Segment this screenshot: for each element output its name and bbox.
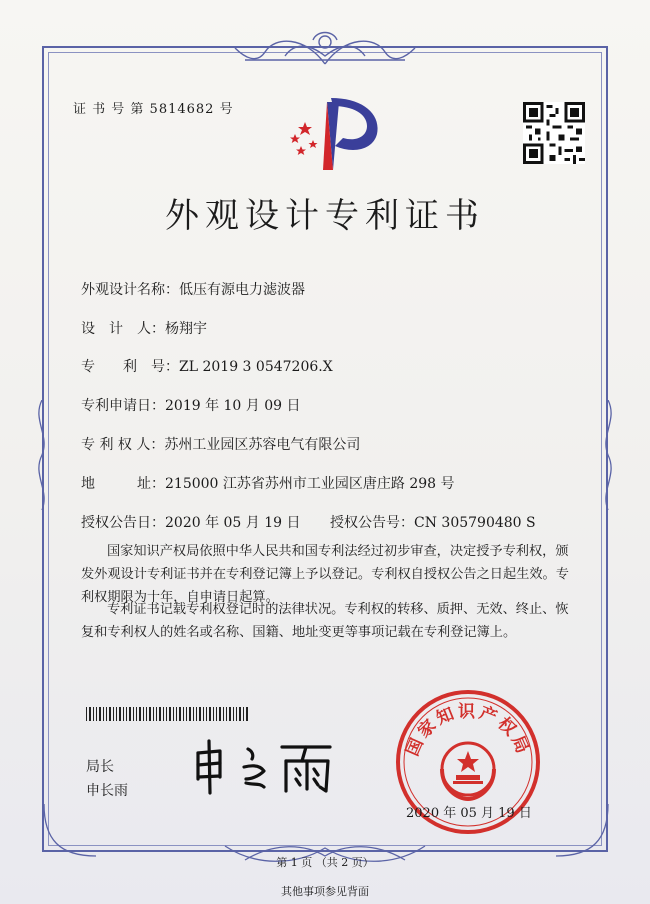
qr-code-icon xyxy=(523,102,585,164)
seal-date: 2020 年 05 月 19 日 xyxy=(406,806,532,821)
grant-date-row xyxy=(81,512,301,532)
certificate-number-value: 5814682 xyxy=(149,102,215,117)
design-name-label: 外观设计名称： xyxy=(81,282,179,298)
left-ornament xyxy=(30,400,52,510)
certificate-title: 外观设计专利证书 xyxy=(165,196,485,236)
signatory-name: 申长雨 xyxy=(86,783,128,799)
corner-ornament-bl xyxy=(40,800,100,860)
certificate-number xyxy=(73,98,234,117)
grant-date-label: 授权公告日： xyxy=(81,515,165,531)
patentee-value: 苏州工业园区苏容电气有限公司 xyxy=(164,437,361,453)
designer-value: 杨翔宇 xyxy=(165,321,207,337)
body-paragraph-1: 国家知识产权局依照中华人民共和国专利法经过初步审查，决定授予专利权，颁发外观设计专利证书并在专利登记簿上予以登记。专利权自授权公告之日起生效。专利权期限为十年，自申请日起算。 xyxy=(81,544,569,605)
certificate-number-suffix: 号 xyxy=(219,102,234,117)
patentee-row xyxy=(81,434,360,454)
designer-row xyxy=(81,318,207,338)
designer-label: 设 计 人： xyxy=(81,321,165,337)
grant-number-label: 授权公告号： xyxy=(330,515,414,531)
grant-number-row xyxy=(330,512,536,532)
application-date-value: 2019 年 10 月 09 日 xyxy=(165,398,301,414)
body-paragraph-2: 专利证书记载专利权登记时的法律状况。专利权的转移、质押、无效、终止、恢复和专利权人的姓名或名称、国籍、地址变更等事项记载在专利登记簿上。 xyxy=(81,602,569,640)
cnipa-logo-icon xyxy=(283,94,383,174)
application-date-label: 专利申请日： xyxy=(81,398,165,414)
patent-number-row xyxy=(81,356,333,376)
top-ornament xyxy=(225,26,425,70)
address-row xyxy=(81,473,455,493)
design-name-row xyxy=(81,279,305,299)
grant-number-value: CN 305790480 S xyxy=(414,515,536,531)
right-ornament xyxy=(598,400,620,510)
patent-number-value: ZL 2019 3 0547206.X xyxy=(179,359,333,375)
address-value: 215000 江苏省苏州市工业园区唐庄路 298 号 xyxy=(165,476,455,492)
address-label: 地 址： xyxy=(81,476,165,492)
signatory-title: 局长 xyxy=(86,759,114,775)
barcode-icon xyxy=(86,707,249,721)
grant-date-value: 2020 年 05 月 19 日 xyxy=(165,515,301,531)
national-emblem-icon xyxy=(442,743,494,799)
svg-text:国家知识产权局: 国家知识产权局 xyxy=(402,701,534,760)
corner-ornament-br xyxy=(552,800,612,860)
design-name-value: 低压有源电力滤波器 xyxy=(179,282,305,298)
patent-number-label: 专 利 号： xyxy=(81,359,179,375)
handwritten-signature xyxy=(190,735,340,795)
page-number: 第 1 页 （共 2 页） xyxy=(276,856,374,869)
application-date-row xyxy=(81,395,301,415)
patentee-label: 专 利 权 人： xyxy=(81,437,165,453)
footer-note: 其他事项参见背面 xyxy=(281,885,369,898)
certificate-number-label: 证 书 号 第 xyxy=(73,102,145,117)
